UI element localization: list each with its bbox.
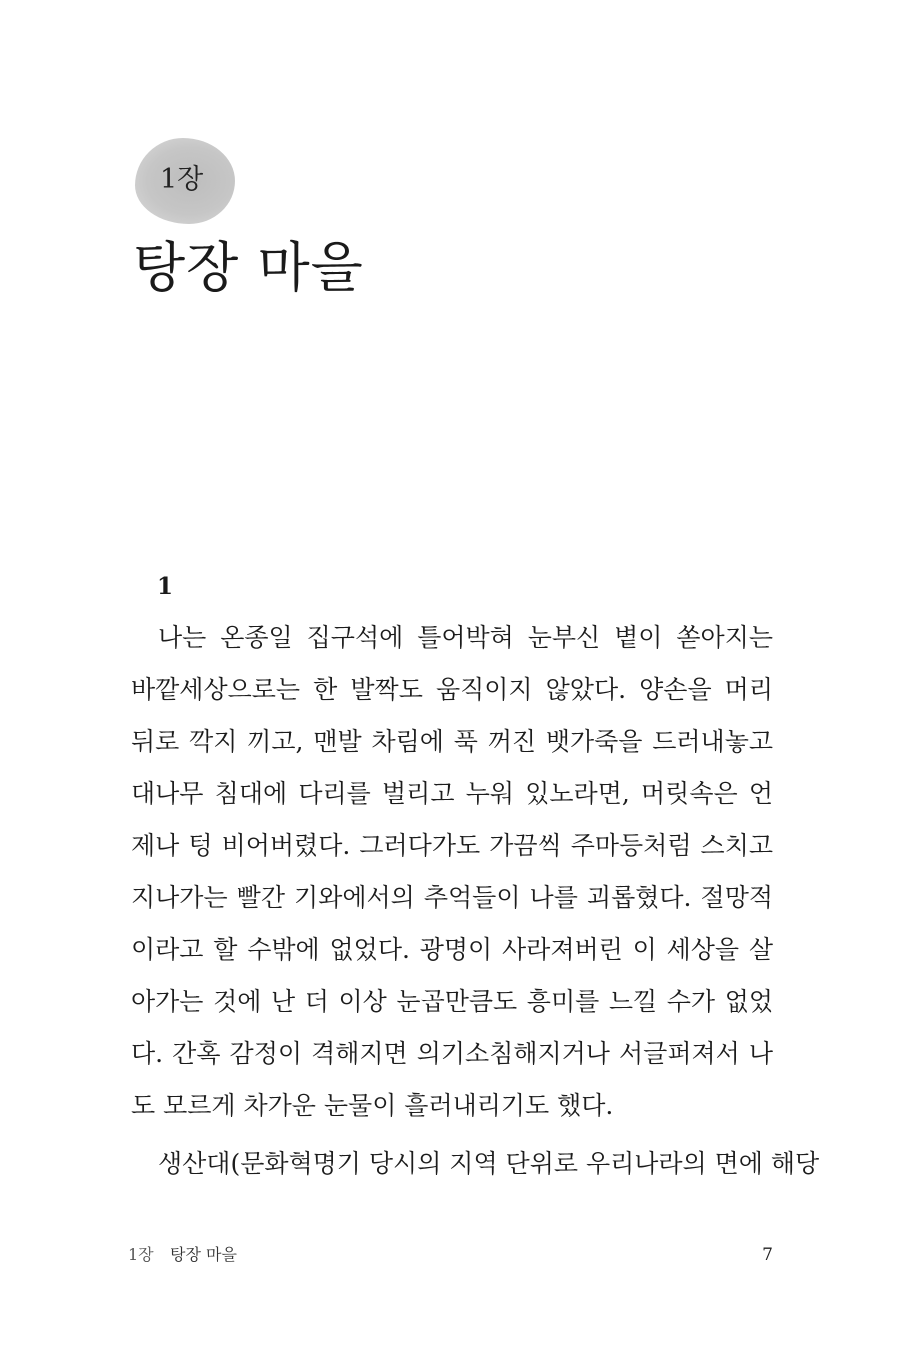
paragraph-line: 이라고 할 수밖에 없었다. 광명이 사라져버린 이 세상을 살 [131,935,773,964]
page-footer [128,1243,773,1267]
paragraph-line: 아가는 것에 난 더 이상 눈곱만큼도 흥미를 느낄 수가 없었 [131,987,773,1016]
paragraph-line: 다. 간혹 감정이 격해지면 의기소침해지거나 서글퍼져서 나 [131,1039,773,1068]
paragraph-line: 뒤로 깍지 끼고, 맨발 차림에 푹 꺼진 뱃가죽을 드러내놓고 [131,727,773,756]
paragraph-line: 생산대(문화혁명기 당시의 지역 단위로 우리나라의 면에 해당 [158,1149,820,1178]
paragraph-line: 바깥세상으로는 한 발짝도 움직이지 않았다. 양손을 머리 [131,675,773,704]
footer-chapter-label: 1장 [128,1245,154,1264]
paragraph-line: 나는 온종일 집구석에 틀어박혀 눈부신 볕이 쏟아지는 [158,623,773,652]
chapter-title: 탕장 마을 [133,236,364,299]
paragraph-line: 대나무 침대에 다리를 벌리고 누워 있노라면, 머릿속은 언 [131,779,773,808]
footer-chapter-title: 탕장 마을 [170,1245,237,1264]
page-number: 7 [762,1245,773,1265]
chapter-label: 1장 [160,164,204,195]
paragraph-line: 제나 텅 비어버렸다. 그러다가도 가끔씩 주마등처럼 스치고 [131,831,773,860]
paragraph-line: 도 모르게 차가운 눈물이 흘러내리기도 했다. [131,1091,614,1120]
section-number: 1 [157,573,174,600]
paragraph-line: 지나가는 빨간 기와에서의 추억들이 나를 괴롭혔다. 절망적 [131,883,773,912]
